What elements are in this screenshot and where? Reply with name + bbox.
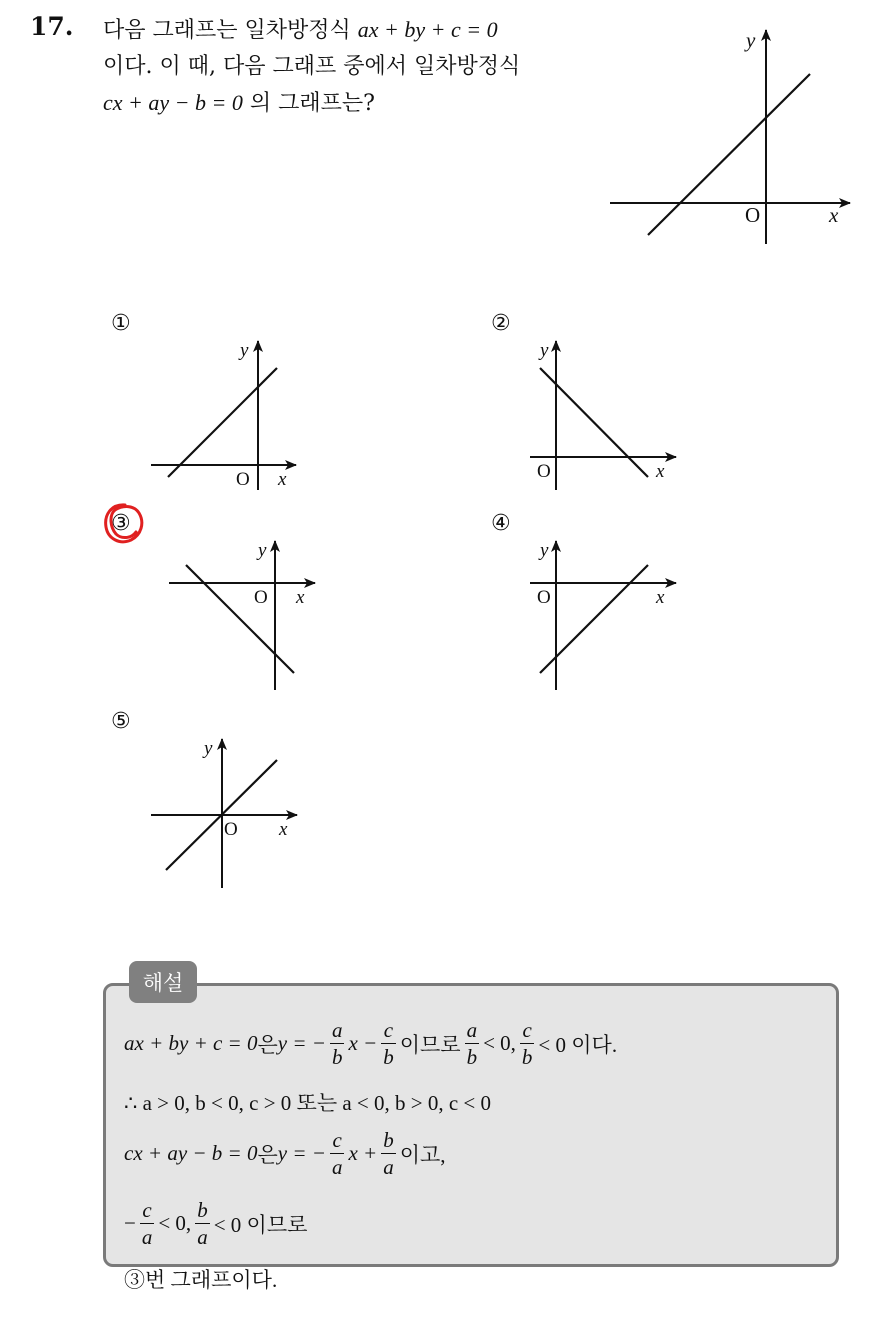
question-text [103,12,603,122]
fraction: $\frac{c}{a}$ [141,1198,153,1249]
solution-line-5: ③번 그래프이다. [124,1268,278,1292]
x-label: x [278,469,287,490]
choice-1-number[interactable]: ① [111,311,131,336]
choice-5-graph[interactable] [145,733,305,893]
y-label: y [540,340,549,361]
x-label: x [296,587,305,608]
fraction: $\frac{b}{a}$ [383,1128,394,1179]
origin-label: O [254,587,268,608]
x-label: x [656,461,665,482]
y-label: y [258,540,267,561]
choice-2-graph[interactable] [525,335,685,495]
question-line-1: 다음 그래프는 일차방정식 ax + by + c = 0 [103,17,498,43]
fraction: $\frac{c}{b}$ [383,1018,394,1069]
graph-line [168,368,277,477]
choice-5-number[interactable]: ⑤ [111,709,131,734]
origin-label: O [236,469,250,490]
fraction: $\frac{b}{a}$ [197,1198,208,1249]
x-label: x [656,587,665,608]
origin-label: O [224,819,238,840]
x-label: x [279,819,288,840]
fraction: $\frac{c}{b}$ [521,1018,533,1069]
choice-4-number[interactable]: ④ [491,511,511,536]
solution-line-3: cx + ay − b = 0 은 y = − $\frac{c}{a}$ x + $\frac{b}{a}$ 이고, [124,1128,446,1179]
main-graph [604,24,854,252]
fraction: $\frac{a}{b}$ [331,1018,343,1069]
origin-label: O [537,461,551,482]
choice-2-number[interactable]: ② [491,311,511,336]
graph-line [186,565,294,673]
choice-3-graph[interactable] [160,535,320,695]
fraction: $\frac{c}{a}$ [331,1128,343,1179]
y-label: y [240,340,249,361]
fraction: $\frac{a}{b}$ [466,1018,478,1069]
y-label: y [746,28,756,52]
question-line-2: 이다. 이 때, 다음 그래프 중에서 일차방정식 [103,54,521,79]
question-line-3: cx + ay − b = 0 의 그래프는? [103,90,375,116]
y-label: y [540,540,549,561]
solution-line-4: − $\frac{c}{a}$ < 0, $\frac{b}{a}$ < 0 이므로 [124,1198,308,1249]
choice-1-graph[interactable] [145,335,305,495]
choice-4-graph[interactable] [525,535,685,695]
origin-label: O [537,587,551,608]
choice-3-number[interactable]: ③ [111,511,131,536]
solution-label: 해설 [129,961,197,1003]
graph-line [648,74,810,235]
origin-label: O [745,203,761,227]
y-label: y [204,738,213,759]
x-label: x [829,203,839,227]
solution-line-2: ∴ a > 0, b < 0, c > 0 또는 a < 0, b > 0, c < 0 [124,1091,492,1115]
question-number: 17. [30,12,74,41]
solution-line-1: ax + by + c = 0 은 y = − $\frac{a}{b}$ x − $\frac{c}{b}$ 이므로 $\frac{a}{b}$ < 0, $\frac{c}{b}$ < 0 이다. [124,1018,618,1069]
